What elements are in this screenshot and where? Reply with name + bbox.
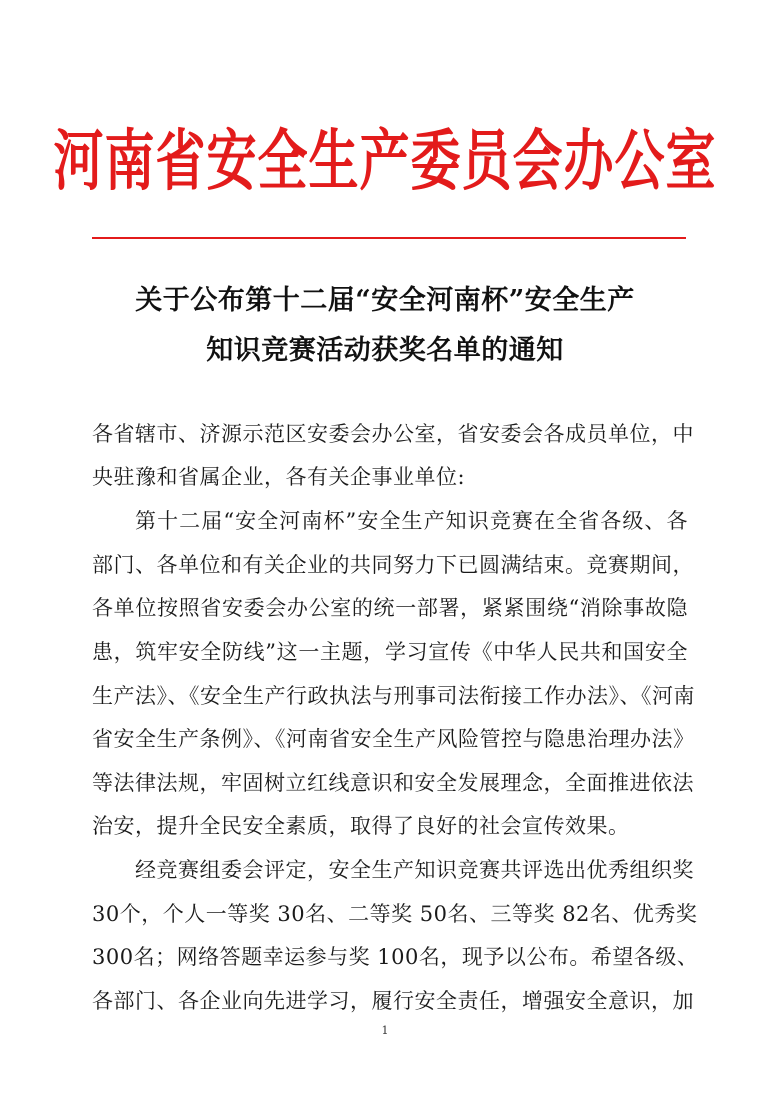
letterhead-title: 河南省安全生产委员会办公室 bbox=[53, 122, 717, 200]
body-line-8: 省安全生产条例》、《河南省安全生产风险管控与隐患治理办法》 bbox=[92, 727, 695, 751]
body-line-6: 患，筑牢安全防线”这一主题，学习宣传《中华人民共和国安全 bbox=[92, 640, 688, 664]
body-line-5: 各单位按照省安委会办公室的统一部署，紧紧围绕“消除事故隐 bbox=[92, 596, 688, 620]
body-line-7: 生产法》、《安全生产行政执法与刑事司法衔接工作办法》、《河南 bbox=[92, 684, 695, 708]
notice-title-line-2: 知识竞赛活动获奖名单的通知 bbox=[206, 335, 564, 366]
letterhead-divider bbox=[92, 237, 686, 239]
body-line-1: 各省辖市、济源示范区安委会办公室，省安委会各成员单位，中 bbox=[92, 422, 694, 446]
body-line-2: 央驻豫和省属企业，各有关企事业单位: bbox=[92, 465, 466, 489]
body-line-3: 第十二届“安全河南杯”安全生产知识竞赛在全省各级、各 bbox=[135, 509, 688, 533]
body-line-9: 等法律法规，牢固树立红线意识和安全发展理念，全面推进依法 bbox=[92, 771, 694, 795]
body-line-12: 30个，个人一等奖 30名、二等奖 50名、三等奖 82名、优秀奖 bbox=[92, 902, 698, 926]
body-line-14: 各部门、各企业向先进学习，履行安全责任，增强安全意识，加 bbox=[92, 989, 694, 1013]
page-number: 1 bbox=[381, 1024, 389, 1037]
notice-title-line-1: 关于公布第十二届“安全河南杯”安全生产 bbox=[135, 285, 635, 316]
body-line-11: 经竞赛组委会评定，安全生产知识竞赛共评选出优秀组织奖 bbox=[135, 858, 694, 882]
body-line-13: 300名；网络答题幸运参与奖 100名，现予以公布。希望各级、 bbox=[92, 945, 699, 969]
body-line-10: 治安，提升全民安全素质，取得了良好的社会宣传效果。 bbox=[92, 814, 630, 838]
body-line-4: 部门、各单位和有关企业的共同努力下已圆满结束。竞赛期间， bbox=[92, 553, 694, 577]
